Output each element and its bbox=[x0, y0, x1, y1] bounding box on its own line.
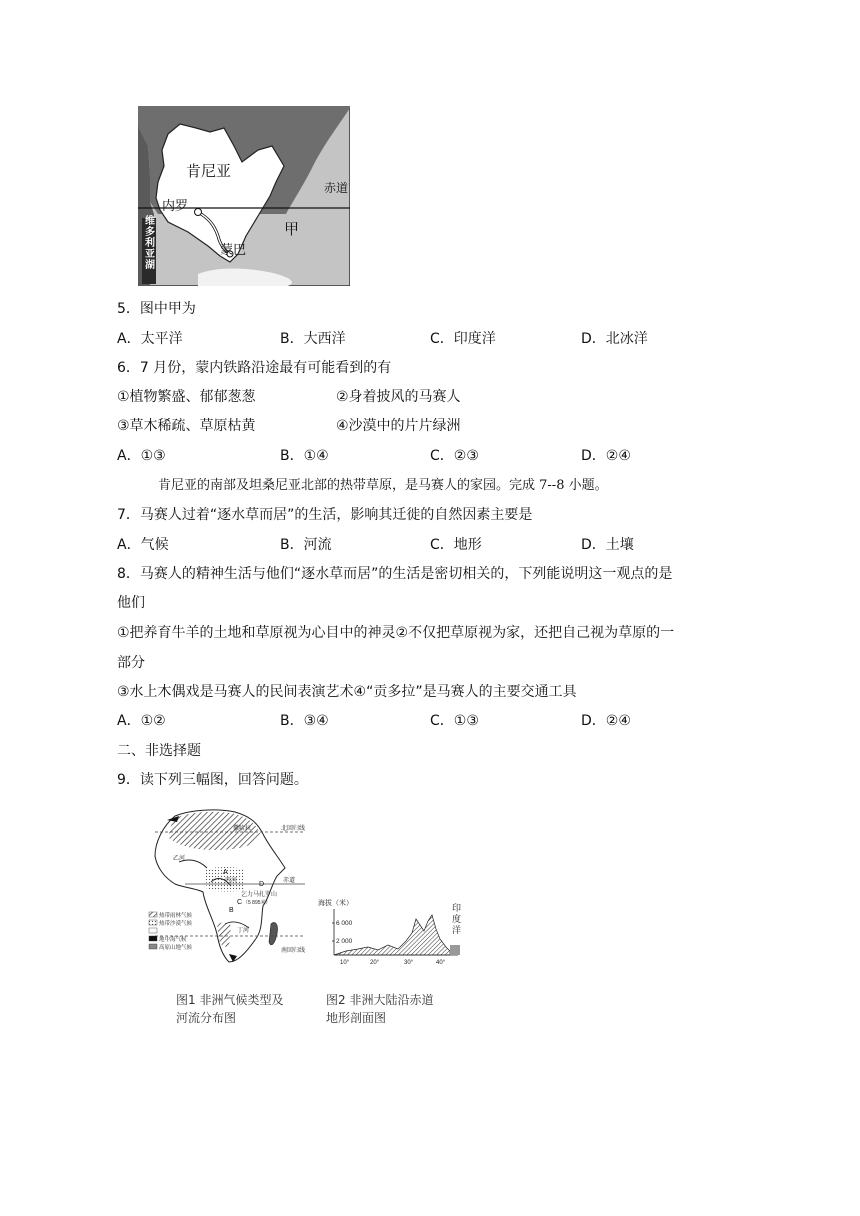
fig2-caption-line1: 图2 非洲大陆沿赤道 bbox=[326, 993, 434, 1007]
q5-option-c[interactable]: C．印度洋 bbox=[430, 331, 496, 347]
q6-option-a[interactable]: A．①③ bbox=[117, 448, 166, 464]
africa-legend bbox=[149, 911, 193, 951]
nairobi-dot bbox=[195, 209, 202, 216]
kenya-map bbox=[138, 106, 350, 286]
q6-item-2: ②身着披风的马赛人 bbox=[336, 389, 461, 405]
equator-profile bbox=[318, 895, 468, 967]
svg-text:地中海气候: 地中海气候 bbox=[159, 937, 187, 943]
svg-text:（5 895米）: （5 895米） bbox=[243, 900, 271, 906]
fig1-caption-line1: 图1 非洲气候类型及 bbox=[176, 993, 284, 1007]
svg-text:2 000: 2 000 bbox=[336, 938, 353, 945]
q6-option-c[interactable]: C．②③ bbox=[430, 448, 479, 464]
madagascar bbox=[269, 922, 278, 944]
q5-stem: 5．图中甲为 bbox=[117, 301, 196, 317]
passage-text: 肯尼亚的南部及坦桑尼亚北部的热带草原，是马赛人的家园。完成 7--8 小题。 bbox=[158, 478, 608, 493]
q8-option-b[interactable]: B．③④ bbox=[280, 713, 329, 729]
q8-stem-line2: 他们 bbox=[117, 595, 145, 611]
q6-stem: 6．7 月份，蒙内铁路沿途最有可能看到的有 bbox=[117, 360, 392, 376]
q6-item-3: ③草木稀疏、草原枯黄 bbox=[117, 418, 256, 434]
svg-text:北回归线: 北回归线 bbox=[281, 826, 306, 832]
q6-option-b[interactable]: B．①④ bbox=[280, 448, 329, 464]
svg-text:A: A bbox=[223, 869, 228, 876]
svg-text:撒哈拉: 撒哈拉 bbox=[233, 826, 252, 832]
q7-stem: 7．马赛人过着“逐水草而居”的生活，影响其迁徙的自然因素主要是 bbox=[117, 507, 533, 523]
svg-text:30°: 30° bbox=[404, 960, 414, 966]
svg-text:D: D bbox=[259, 881, 265, 888]
q6-item-1: ①植物繁盛、郁郁葱葱 bbox=[117, 389, 256, 405]
svg-text:40°: 40° bbox=[436, 960, 446, 966]
q8-item-line3: ③水上木偶戏是马赛人的民间表演艺术④“贡多拉”是马赛人的主要交通工具 bbox=[117, 684, 577, 700]
svg-text:20°: 20° bbox=[370, 960, 380, 966]
q7-option-c[interactable]: C．地形 bbox=[430, 537, 482, 553]
q9-stem: 9．读下列三幅图，回答问题。 bbox=[117, 772, 308, 788]
q8-option-d[interactable]: D．②④ bbox=[581, 713, 631, 729]
q8-item-line2: 部分 bbox=[117, 655, 145, 671]
svg-text:6 000: 6 000 bbox=[336, 920, 353, 927]
q7-option-d[interactable]: D．土壤 bbox=[581, 537, 634, 553]
fig1-caption-line2: 河流分布图 bbox=[176, 1011, 237, 1025]
svg-text:热带沙漠气候: 热带沙漠气候 bbox=[159, 921, 193, 927]
svg-text:海拔（米）: 海拔（米） bbox=[318, 900, 353, 907]
svg-text:丁河: 丁河 bbox=[237, 928, 250, 934]
svg-text:南回归线: 南回归线 bbox=[281, 948, 306, 954]
svg-text:B: B bbox=[229, 907, 234, 914]
q6-item-4: ④沙漠中的片片绿洲 bbox=[336, 418, 461, 434]
africa-climate-map bbox=[145, 806, 315, 972]
equator-label: 赤道 bbox=[324, 181, 349, 195]
svg-text:乙河: 乙河 bbox=[173, 856, 186, 862]
q8-item-line1: ①把养育牛羊的土地和草原视为心目中的神灵②不仅把草原视为家，还把自己视为草原的一 bbox=[117, 625, 675, 641]
q8-option-c[interactable]: C．①③ bbox=[430, 713, 479, 729]
svg-text:赤道: 赤道 bbox=[283, 878, 296, 884]
svg-text:高原山地气候: 高原山地气候 bbox=[159, 945, 193, 951]
svg-text:丙河: 丙河 bbox=[225, 878, 238, 884]
q5-option-a[interactable]: A．太平洋 bbox=[117, 331, 183, 347]
svg-text:乞力马扎罗山: 乞力马扎罗山 bbox=[241, 892, 278, 898]
lake-label: 维多利亚湖 bbox=[145, 216, 155, 271]
svg-text:10°: 10° bbox=[340, 960, 350, 966]
kenya-label: 肯尼亚 bbox=[186, 163, 232, 180]
section-heading: 二、非选择题 bbox=[117, 743, 201, 759]
q7-option-a[interactable]: A．气候 bbox=[117, 537, 169, 553]
ocean-label: 印度洋 bbox=[452, 904, 462, 936]
q5-option-b[interactable]: B．大西洋 bbox=[280, 331, 346, 347]
q5-option-d[interactable]: D．北冰洋 bbox=[581, 331, 648, 347]
q8-option-a[interactable]: A．①② bbox=[117, 713, 166, 729]
jia-label: 甲 bbox=[284, 221, 300, 238]
fig2-caption-line2: 地形剖面图 bbox=[326, 1011, 387, 1025]
q7-option-b[interactable]: B．河流 bbox=[280, 537, 332, 553]
q6-option-d[interactable]: D．②④ bbox=[581, 448, 631, 464]
mombasa-label: 蒙巴 bbox=[220, 242, 247, 257]
svg-text:C: C bbox=[237, 899, 243, 906]
nairobi-label: 内罗 bbox=[162, 198, 189, 213]
q8-stem-line1: 8．马赛人的精神生活与他们“逐水草而居”的生活是密切相关的，下列能说明这一观点的是 bbox=[117, 566, 673, 582]
svg-text:热带雨林气候: 热带雨林气候 bbox=[159, 913, 193, 919]
